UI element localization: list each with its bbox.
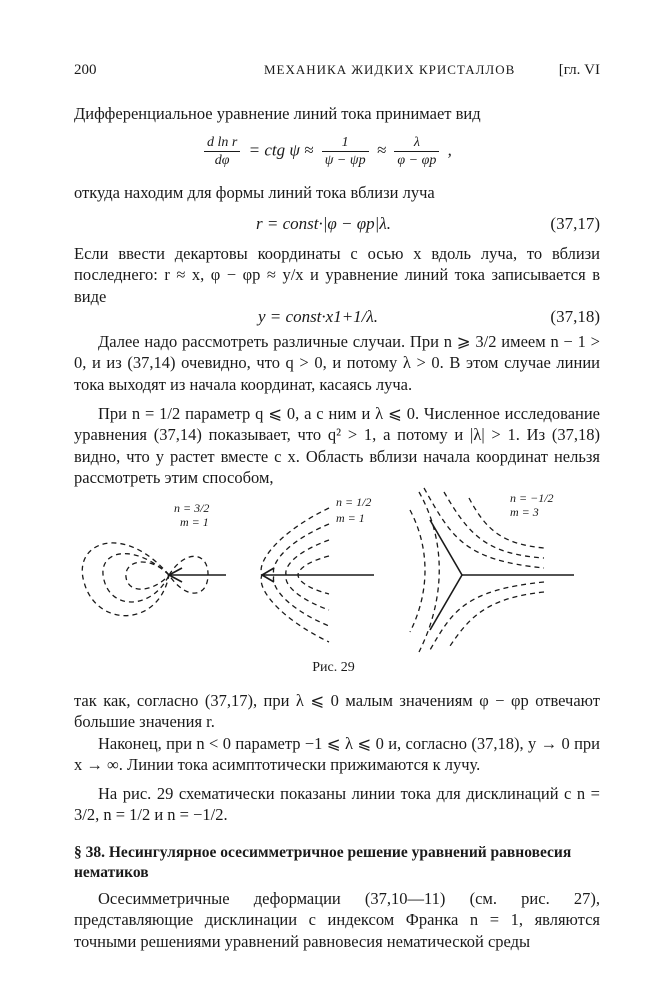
paragraph-1: Дифференциальное уравнение линий тока принимает вид bbox=[74, 104, 481, 123]
streamline bbox=[419, 492, 439, 652]
paragraph-9: Осесимметричные деформации (37,10—11) (см. рис. 27), представляющие дисклинации с индексом Франка n = 1, являются точными решениями уравнений равновесия нематической среды bbox=[74, 889, 600, 951]
label-b-n: n = 1/2 bbox=[336, 495, 372, 509]
fraction-lambda-over-phi: $\frac{\lambda}{\varphi - \varphi p}$ bbox=[394, 134, 439, 169]
paragraph-6: так как, согласно (37,17), при λ ⩽ 0 малым значениям φ − φp отвечают большие значения r. bbox=[74, 691, 600, 732]
label-b-m: m = 1 bbox=[336, 511, 365, 525]
fraction-one-over-psi: $\frac{1}{\psi - \psi p}$ bbox=[322, 134, 369, 169]
paragraph-2: откуда находим для формы линий тока вблизи луча bbox=[74, 183, 435, 202]
paragraph-4: Далее надо рассмотреть различные случаи. При n ⩾ 3/2 имеем n − 1 > 0, и из (37,14) очевидно, что q > 0, и потому λ > 0. В этом случае линии тока выходят из начала координат, касаясь луча. bbox=[74, 332, 600, 394]
paragraph-3: Если ввести декартовы координаты с осью x вдоль луча, то вблизи последнего: r ≈ x, φ − φp ≈ y/x и уравнение линий тока записывается в виде bbox=[74, 244, 600, 306]
section-heading-38: § 38. Несингулярное осесимметричное решение уравнений равновесия нематиков bbox=[74, 844, 572, 881]
chapter-label: [гл. VI bbox=[558, 62, 600, 78]
streamline bbox=[430, 582, 544, 650]
streamline bbox=[410, 510, 425, 632]
paragraph-8: На рис. 29 схематически показаны линии тока для дисклинаций с n = 3/2, n = 1/2 и n = −1/2. bbox=[74, 784, 600, 825]
figure-29-streamlines bbox=[74, 480, 600, 655]
label-c-n: n = −1/2 bbox=[510, 491, 554, 505]
equation-37-17: r = const·|φ − φp|λ. bbox=[256, 214, 391, 233]
disclination-n-3-2-diagram bbox=[82, 543, 208, 616]
equation-streamline-ode: $\frac{\text{d ln r}}{d\varphi}$ = ctg ψ ≈ $\frac{1}{\psi - \psi p}$ ≈ $\frac{\lambda}{\varphi - \varphi p}$ , bbox=[200, 134, 452, 169]
equation-number-37-18: (37,18) bbox=[550, 307, 600, 326]
label-c-m: m = 3 bbox=[510, 505, 539, 519]
streamline bbox=[450, 592, 544, 646]
ray-n-minus-1-2-lower bbox=[430, 575, 462, 630]
ray-n-minus-1-2-upper bbox=[430, 520, 462, 575]
running-title: МЕХАНИКА ЖИДКИХ КРИСТАЛЛОВ bbox=[264, 62, 516, 77]
page-number: 200 bbox=[74, 62, 97, 78]
equation-number-37-17: (37,17) bbox=[550, 214, 600, 233]
page-header bbox=[74, 62, 600, 84]
fraction-dlnr-dphi: $\frac{\text{d ln r}}{d\varphi}$ bbox=[204, 134, 240, 169]
figure-caption: Рис. 29 bbox=[312, 660, 355, 675]
label-a-n: n = 3/2 bbox=[174, 501, 210, 515]
paragraph-5: При n = 1/2 параметр q ⩽ 0, а с ним и λ ⩽ 0. Численное исследование уравнения (37,14) показывает, что q² > 1, а потому и |λ| > 1. Из (37,18) видно, что y растет вместе с x. Область вблизи начала координат нельзя рассмотреть этим способом, bbox=[74, 404, 600, 487]
paragraph-7: Наконец, при n < 0 параметр −1 ⩽ λ ⩽ 0 и, согласно (37,18), y → 0 при x → ∞. Линии тока асимптотически прижимаются к лучу. bbox=[74, 734, 600, 775]
label-a-m: m = 1 bbox=[180, 515, 209, 529]
equation-37-18: y = const·x1+1/λ. bbox=[258, 307, 379, 326]
streamline bbox=[103, 554, 169, 602]
